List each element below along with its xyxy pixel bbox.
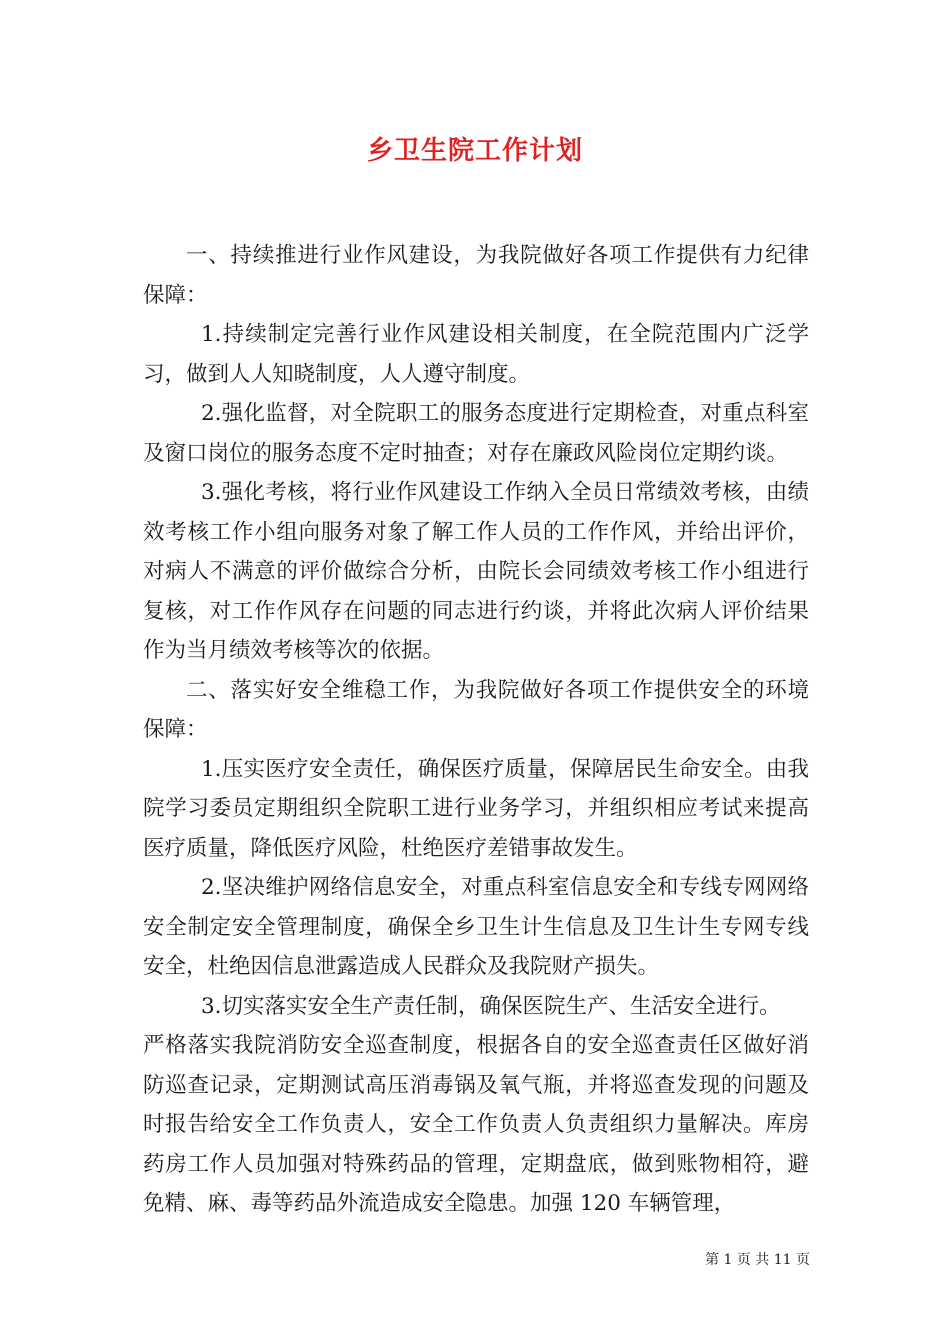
page-number: 第 1 页 共 11 页 — [705, 1252, 810, 1268]
page-title: 乡卫生院工作计划 — [366, 136, 583, 166]
section-heading-2: 二、落实好安全维稳工作，为我院做好各项工作提供安全的环境保障： — [143, 677, 809, 742]
section-2-item-2: 2.坚决维护网络信息安全，对重点科室信息安全和专线专网网络安全制定安全管理制度，确保全乡卫生计生信息及卫生计生专网专线安全，杜绝因信息泄露造成人民群众及我院财产损失。 — [143, 875, 809, 979]
section-2-item-3: 3.切实落实安全生产责任制，确保医院生产、生活安全进行。 — [201, 993, 781, 1019]
section-1-item-2: 2.强化监督，对全院职工的服务态度进行定期检查，对重点科室及窗口岗位的服务态度不定时抽查；对存在廉政风险岗位定期约谈。 — [143, 401, 809, 466]
document-body — [143, 236, 809, 1224]
section-2-item-3-body: 严格落实我院消防安全巡查制度，根据各自的安全巡查责任区做好消防巡查记录，定期测试高压消毒锅及氧气瓶，并将巡查发现的问题及时报告给安全工作负责人，安全工作负责人负责组织力量解决。库房药房工作人员加强对特殊药品的管理，定期盘底，做到账物相符，避免精、麻、毒等药品外流造成安全隐患。加强 120 车辆管理， — [143, 1033, 809, 1216]
section-heading-1: 一、持续推进行业作风建设，为我院做好各项工作提供有力纪律保障： — [143, 243, 809, 308]
section-1-item-3: 3.强化考核，将行业作风建设工作纳入全员日常绩效考核，由绩效考核工作小组向服务对象了解工作人员的工作作风，并给出评价，对病人不满意的评价做综合分析，由院长会同绩效考核工作小组进行复核，对工作作风存在问题的同志进行约谈，并将此次病人评价结果作为当月绩效考核等次的依据。 — [143, 480, 809, 663]
section-1-item-1: 1.持续制定完善行业作风建设相关制度，在全院范围内广泛学习，做到人人知晓制度，人人遵守制度。 — [143, 322, 809, 387]
section-2-item-1: 1.压实医疗安全责任，确保医疗质量，保障居民生命安全。由我院学习委员定期组织全院职工进行业务学习，并组织相应考试来提高医疗质量，降低医疗风险，杜绝医疗差错事故发生。 — [143, 756, 809, 861]
